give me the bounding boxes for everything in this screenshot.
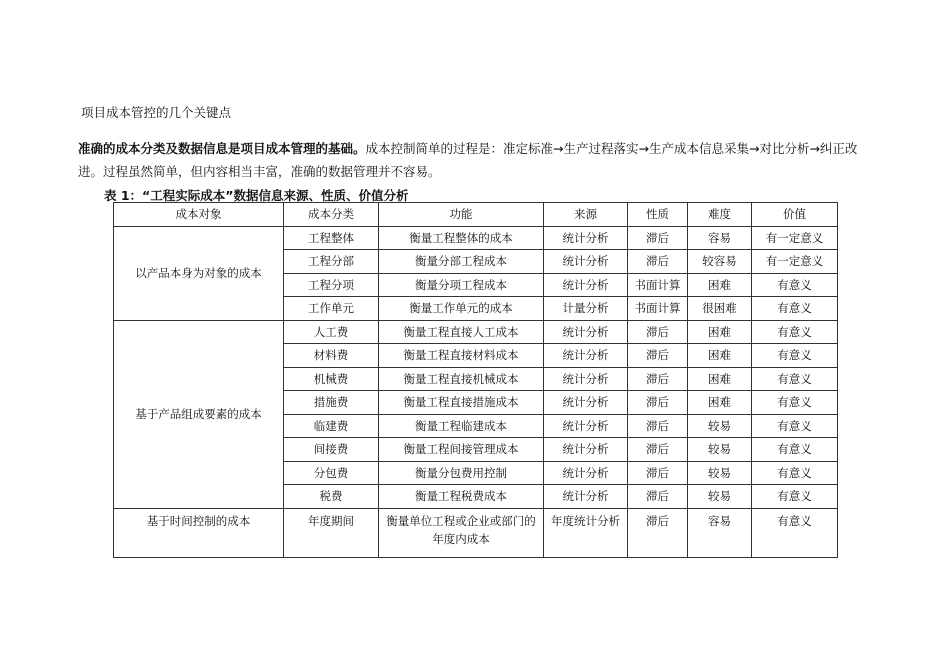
table-cell: 有意义 xyxy=(752,485,838,509)
table-cell: 工程分项 xyxy=(284,273,379,297)
cost-object-cell: 基于时间控制的成本 xyxy=(114,508,284,557)
table-cell: 衡量工作单元的成本 xyxy=(379,297,544,321)
header-cell: 功能 xyxy=(379,203,544,227)
table-caption: 表 1：“工程实际成本”数据信息来源、性质、价值分析 xyxy=(104,188,409,203)
table-cell: 滞后 xyxy=(628,414,688,438)
table-cell: 统计分析 xyxy=(544,438,628,462)
table-cell: 困难 xyxy=(688,367,752,391)
table-row xyxy=(114,508,838,557)
table-cell: 统计分析 xyxy=(544,367,628,391)
table-cell: 衡量工程直接人工成本 xyxy=(379,320,544,344)
table-cell: 滞后 xyxy=(628,367,688,391)
page-heading: 项目成本管控的几个关键点 xyxy=(81,105,232,120)
header-cell: 性质 xyxy=(628,203,688,227)
table-cell: 有意义 xyxy=(752,508,838,557)
table-cell: 有意义 xyxy=(752,391,838,415)
table-cell: 工作单元 xyxy=(284,297,379,321)
table-cell: 统计分析 xyxy=(544,250,628,274)
table-cell: 有意义 xyxy=(752,344,838,368)
table-cell: 统计分析 xyxy=(544,461,628,485)
table-cell: 衡量工程临建成本 xyxy=(379,414,544,438)
table-cell: 材料费 xyxy=(284,344,379,368)
cost-object-cell: 基于产品组成要素的成本 xyxy=(114,320,284,508)
header-cell: 难度 xyxy=(688,203,752,227)
table-cell: 税费 xyxy=(284,485,379,509)
table-header-row xyxy=(114,203,838,227)
table-cell: 分包费 xyxy=(284,461,379,485)
table-cell: 统计分析 xyxy=(544,344,628,368)
table-cell: 衡量工程税费成本 xyxy=(379,485,544,509)
table-cell: 滞后 xyxy=(628,485,688,509)
table-cell: 较易 xyxy=(688,438,752,462)
header-cell: 来源 xyxy=(544,203,628,227)
intro-text: 成本控制简单的过程是：准定标准→生产过程落实→生产成本信息采集→对比分析→纠正改进。过程虽然简单，但内容相当丰富，准确的数据管理并不容易。 xyxy=(78,141,858,179)
table-cell: 衡量分项工程成本 xyxy=(379,273,544,297)
table-cell: 衡量工程整体的成本 xyxy=(379,226,544,250)
table-cell: 容易 xyxy=(688,226,752,250)
header-cell: 成本分类 xyxy=(284,203,379,227)
table-cell: 有意义 xyxy=(752,461,838,485)
table-cell: 很困难 xyxy=(688,297,752,321)
table-cell: 机械费 xyxy=(284,367,379,391)
table-cell: 有意义 xyxy=(752,414,838,438)
table-cell: 滞后 xyxy=(628,320,688,344)
table-cell: 滞后 xyxy=(628,438,688,462)
table-row xyxy=(114,320,838,344)
table-cell: 滞后 xyxy=(628,508,688,557)
cost-analysis-table xyxy=(113,202,838,558)
cost-object-cell: 以产品本身为对象的成本 xyxy=(114,226,284,320)
table-cell: 衡量工程直接机械成本 xyxy=(379,367,544,391)
table-cell: 有意义 xyxy=(752,367,838,391)
table-cell: 衡量工程直接措施成本 xyxy=(379,391,544,415)
table-cell: 衡量分部工程成本 xyxy=(379,250,544,274)
table-cell: 衡量单位工程或企业或部门的年度内成本 xyxy=(379,508,544,557)
header-cell: 成本对象 xyxy=(114,203,284,227)
table-cell: 容易 xyxy=(688,508,752,557)
table-cell: 有意义 xyxy=(752,438,838,462)
table-cell: 年度统计分析 xyxy=(544,508,628,557)
table-cell: 困难 xyxy=(688,273,752,297)
table-cell: 年度期间 xyxy=(284,508,379,557)
table-cell: 统计分析 xyxy=(544,320,628,344)
table-cell: 人工费 xyxy=(284,320,379,344)
table-cell: 衡量工程间接管理成本 xyxy=(379,438,544,462)
table-cell: 间接费 xyxy=(284,438,379,462)
intro-bold-lead: 准确的成本分类及数据信息是项目成本管理的基础。 xyxy=(78,141,366,156)
table-cell: 滞后 xyxy=(628,461,688,485)
header-cell: 价值 xyxy=(752,203,838,227)
table-cell: 滞后 xyxy=(628,344,688,368)
table-cell: 较易 xyxy=(688,461,752,485)
table-cell: 措施费 xyxy=(284,391,379,415)
table-cell: 有意义 xyxy=(752,273,838,297)
table-cell: 统计分析 xyxy=(544,391,628,415)
table-cell: 工程分部 xyxy=(284,250,379,274)
table-cell: 较易 xyxy=(688,414,752,438)
table-cell: 困难 xyxy=(688,391,752,415)
table-cell: 统计分析 xyxy=(544,273,628,297)
table-cell: 有意义 xyxy=(752,320,838,344)
table-cell: 衡量分包费用控制 xyxy=(379,461,544,485)
table-cell: 临建费 xyxy=(284,414,379,438)
table-cell: 有一定意义 xyxy=(752,250,838,274)
table-cell: 滞后 xyxy=(628,226,688,250)
table-cell: 书面计算 xyxy=(628,297,688,321)
table-cell: 统计分析 xyxy=(544,414,628,438)
table-cell: 统计分析 xyxy=(544,485,628,509)
table-cell: 计量分析 xyxy=(544,297,628,321)
table-cell: 有一定意义 xyxy=(752,226,838,250)
table-cell: 困难 xyxy=(688,320,752,344)
table-cell: 滞后 xyxy=(628,250,688,274)
table-cell: 滞后 xyxy=(628,391,688,415)
table-cell: 统计分析 xyxy=(544,226,628,250)
table-cell: 书面计算 xyxy=(628,273,688,297)
table-cell: 有意义 xyxy=(752,297,838,321)
intro-paragraph xyxy=(78,137,878,183)
table-cell: 衡量工程直接材料成本 xyxy=(379,344,544,368)
table-cell: 较易 xyxy=(688,485,752,509)
table-row xyxy=(114,226,838,250)
table-cell: 工程整体 xyxy=(284,226,379,250)
table-cell: 较容易 xyxy=(688,250,752,274)
table-cell: 困难 xyxy=(688,344,752,368)
